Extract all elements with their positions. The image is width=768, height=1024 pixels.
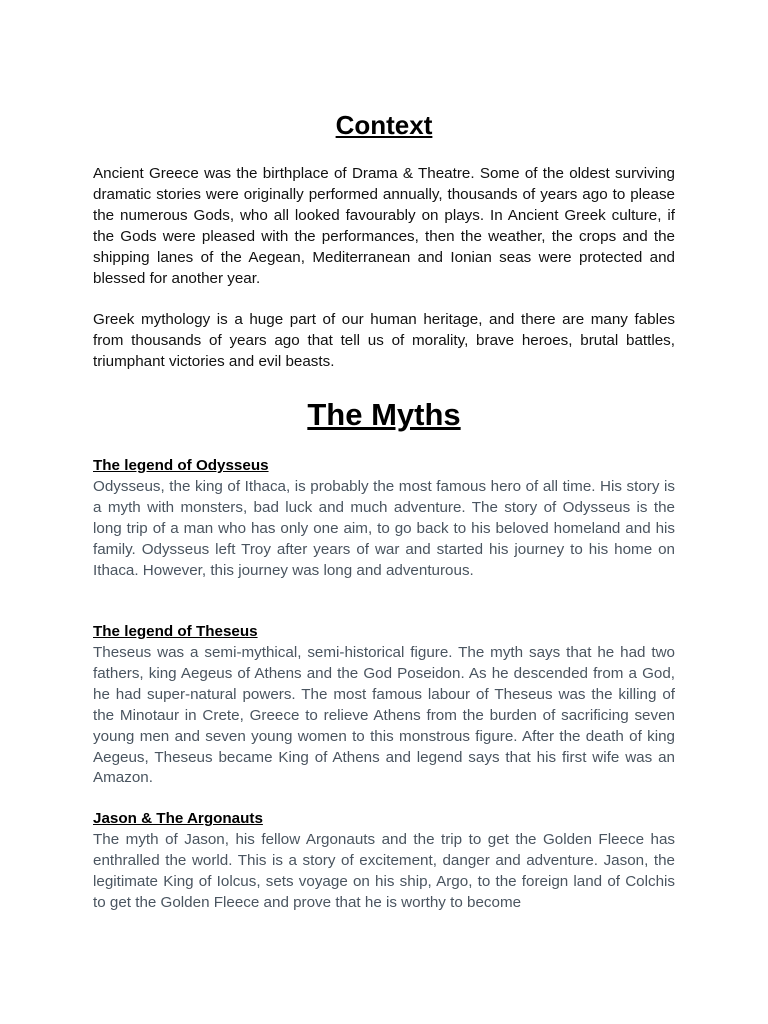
- jason-heading: Jason & The Argonauts: [93, 810, 263, 827]
- context-title: Context: [335, 110, 433, 140]
- context-paragraph-1: Ancient Greece was the birthplace of Drama & Theatre. Some of the oldest surviving dramatic stories were originally performed annually, thousands of years ago to please the numerous Gods, who all looked favourably on plays. In Ancient Greek culture, if the Gods were pleased with the performances, then the weather, the crops and the shipping lanes of the Aegean, Mediterranean and Ionian seas were protected and blessed for another year.: [93, 165, 675, 287]
- theseus-text: Theseus was a semi-mythical, semi-historical figure. The myth says that he had two fathers, king Aegeus of Athens and the God Poseidon. As he descended from a God, he had super-natural powers. The most famous labour of Theseus was the killing of the Minotaur in Crete, Greece to relieve Athens from the burden of sacrificing seven young men and seven young women to this monstrous figure. After the death of king Aegeus, Theseus became King of Athens and legend says that his first wife was an Amazon.: [93, 644, 675, 787]
- theseus-heading: The legend of Theseus: [93, 623, 258, 640]
- myths-title: The Myths: [307, 397, 461, 432]
- context-paragraph-2: Greek mythology is a huge part of our human heritage, and there are many fables from thousands of years ago that tell us of morality, brave heroes, brutal battles, triumphant victories and evil beasts.: [93, 311, 675, 370]
- jason-text: The myth of Jason, his fellow Argonauts and the trip to get the Golden Fleece has enthralled the world. This is a story of excitement, danger and adventure. Jason, the legitimate King of Iolcus, sets voyage on his ship, Argo, to the foreign land of Colchis to get the Golden Fleece and prove that he is worthy to become: [93, 831, 675, 911]
- odysseus-heading: The legend of Odysseus: [93, 457, 269, 474]
- odysseus-text: Odysseus, the king of Ithaca, is probably the most famous hero of all time. His story is a myth with monsters, bad luck and much adventure. The story of Odysseus is the long trip of a man who has only one aim, to go back to his beloved homeland and his family. Odysseus left Troy after years of war and started his journey to his home on Ithaca. However, this journey was long and adventurous.: [93, 478, 675, 579]
